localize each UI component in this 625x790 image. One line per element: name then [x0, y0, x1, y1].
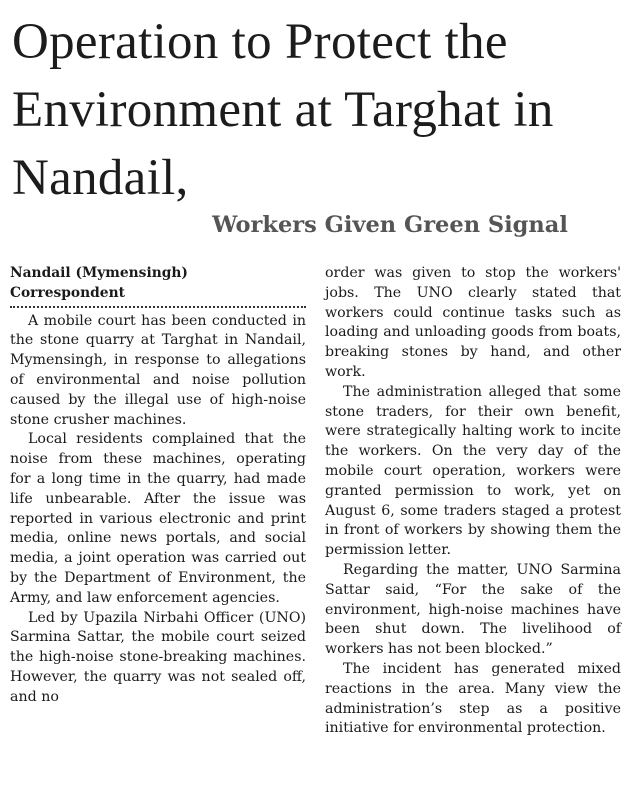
article-subheadline: Workers Given Green Signal — [212, 212, 568, 238]
article-column-right — [325, 264, 621, 739]
article-column-left — [10, 264, 306, 708]
byline-role: Correspondent — [10, 284, 125, 301]
article-paragraph: The incident has generated mixed reactions in the area. Many view the administration’s step as a positive initiative for environmental protection. — [325, 660, 621, 737]
article-paragraph-continued: order was given to stop the workers' jobs. The UNO clearly stated that workers could continue tasks such as loading and unloading goods from boats, breaking stones by hand, and other work. — [325, 265, 621, 380]
article-paragraph: Local residents complained that the noise from these machines, operating for a long time in the quarry, had made life unbearable. After the issue was reported in various electronic and print media, online news portals, and social media, a joint operation was carried out by the Department of Environment, the Army, and law enforcement agencies. — [10, 431, 306, 606]
article-paragraph: Led by Upazila Nirbahi Officer (UNO) Sarmina Sattar, the mobile court seized the high-noise stone-breaking machines. However, the quarry was not sealed off, and no — [10, 609, 306, 705]
article-paragraph: A mobile court has been conducted in the stone quarry at Targhat in Nandail, Mymensingh, in response to allegations of environmental and noise pollution caused by the illegal use of high-noise stone crusher machines. — [10, 312, 306, 428]
article-paragraph: Regarding the matter, UNO Sarmina Sattar said, “For the sake of the environment, high-noise machines have been shut down. The livelihood of workers has not been blocked.” — [325, 561, 621, 658]
byline — [10, 264, 306, 308]
byline-location: Nandail (Mymensingh) — [10, 265, 188, 281]
article-paragraph: The administration alleged that some stone traders, for their own benefit, were strategically halting work to incite the workers. On the very day of the mobile court operation, workers were granted permission to work, yet on August 6, some traders staged a protest in front of workers by showing them the permission letter. — [325, 383, 621, 559]
article-headline: Operation to Protect the Environment at Targhat in Nandail, — [12, 14, 554, 206]
